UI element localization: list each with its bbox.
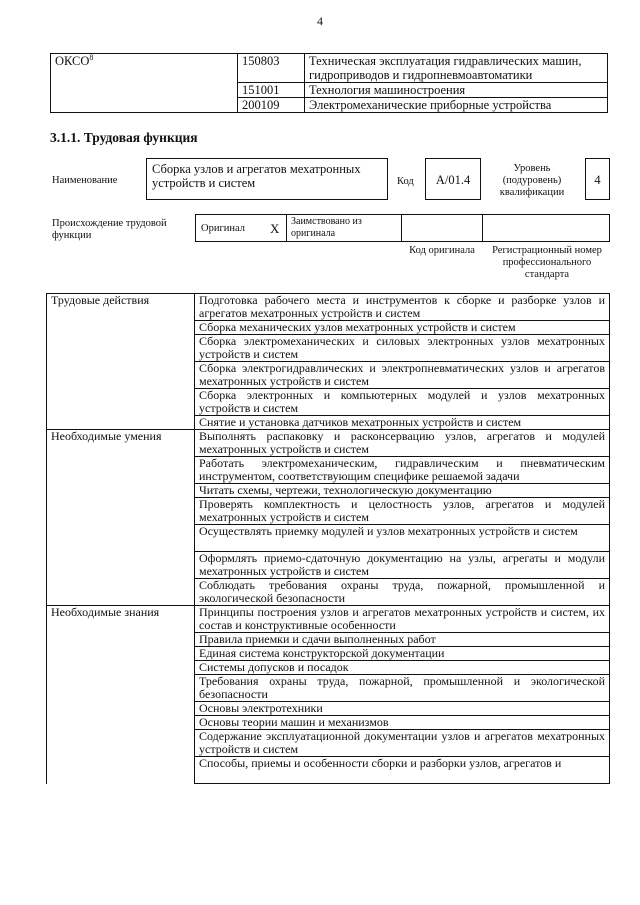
- group-header-cell: [47, 525, 195, 552]
- group-item: Снятие и установка датчиков мехатронных устройств и систем: [195, 416, 610, 430]
- group-item: Сборка электрогидравлических и электропневматических узлов и агрегатов мехатронных устройств и систем: [195, 362, 610, 389]
- group-item: Содержание эксплуатационной документации узлов и агрегатов мехатронных устройств и систем: [195, 730, 610, 757]
- page-number: 4: [317, 14, 323, 28]
- okso-name: Электромеханические приборные устройства: [305, 98, 608, 113]
- code-value: A/01.4: [435, 173, 471, 187]
- group-item: Проверять комплектность и целостность узлов, агрегатов и модулей мехатронных устройств и систем: [195, 498, 610, 525]
- group-header: Необходимые знания: [51, 605, 160, 619]
- group-header-cell: [47, 389, 195, 416]
- group-item: Сборка механических узлов мехатронных устройств и систем: [195, 321, 610, 335]
- table-row: [47, 702, 610, 716]
- group-item: Принципы построения узлов и агрегатов мехатронных устройств и систем, их состав и конструктивные особенности: [195, 606, 610, 633]
- group-header-cell: [47, 552, 195, 579]
- group-item: Выполнять распаковку и расконсервацию узлов, агрегатов и модулей мехатронных устройств и систем: [195, 430, 610, 457]
- table-row: [47, 675, 610, 702]
- table-row: [47, 757, 610, 784]
- level-label: Уровень (подуровень) квалификации: [499, 163, 565, 198]
- okso-name: Технология машиностроения: [305, 83, 608, 98]
- group-item: Системы допусков и посадок: [195, 661, 610, 675]
- original-box: [195, 214, 287, 242]
- table-row: [47, 633, 610, 647]
- borrowed-label: Заимствовано из оригинала: [291, 216, 362, 239]
- group-header-cell: [47, 730, 195, 757]
- group-header-cell: [47, 294, 195, 321]
- group-header-cell: [47, 661, 195, 675]
- group-item: Подготовка рабочего места и инструментов к сборке и разборке узлов и агрегатов мехатронных устройств и систем: [195, 294, 610, 321]
- table-row: [47, 321, 610, 335]
- okso-row: [51, 54, 608, 83]
- group-header-cell: [47, 498, 195, 525]
- group-item: Сборка электронных и компьютерных модулей и узлов мехатронных устройств и систем: [195, 389, 610, 416]
- table-row: [47, 294, 610, 321]
- group-item: Сборка электромеханических и силовых электронных узлов мехатронных устройств и систем: [195, 335, 610, 362]
- section-title: 3.1.1. Трудовая функция: [50, 130, 198, 145]
- origin-label: Происхождение трудовой функции: [52, 218, 167, 241]
- group-header-cell: [47, 430, 195, 457]
- group-header-cell: [47, 647, 195, 661]
- borrowed-box: [286, 214, 402, 242]
- reg-number-box: [482, 214, 610, 242]
- group-item: Способы, приемы и особенности сборки и разборки узлов, агрегатов и: [195, 757, 610, 784]
- okso-footnote: 8: [89, 52, 94, 62]
- okso-name: Техническая эксплуатация гидравлических машин, гидроприводов и гидропневмоавтоматики: [305, 54, 608, 83]
- okso-code: 200109: [238, 98, 305, 113]
- group-header-cell: [47, 362, 195, 389]
- table-row: [47, 716, 610, 730]
- table-row: [47, 606, 610, 633]
- function-name-box: [146, 158, 388, 200]
- group-header-cell: [47, 416, 195, 430]
- group-header-cell: [47, 579, 195, 606]
- table-row: [47, 498, 610, 525]
- group-header-cell: [47, 321, 195, 335]
- group-item: Оформлять приемо-сдаточную документацию на узлы, агрегаты и модули мехатронных устройств и систем: [195, 552, 610, 579]
- group-item: Соблюдать требования охраны труда, пожарной, промышленной и экологической безопасности: [195, 579, 610, 606]
- code-label: Код: [397, 176, 414, 187]
- group-header-cell: [47, 484, 195, 498]
- table-row: [47, 389, 610, 416]
- name-label: Наименование: [52, 175, 118, 186]
- original-mark: X: [270, 221, 280, 236]
- group-item: Основы электротехники: [195, 702, 610, 716]
- okso-label-cell: [51, 54, 238, 113]
- code-box: [425, 158, 481, 200]
- group-header-cell: [47, 716, 195, 730]
- table-row: [47, 730, 610, 757]
- table-row: [47, 552, 610, 579]
- level-value: 4: [594, 173, 601, 187]
- group-item: Требования охраны труда, пожарной, промышленной и экологической безопасности: [195, 675, 610, 702]
- reg-number-caption: Регистрационный номер профессионального стандарта: [492, 245, 602, 280]
- table-row: [47, 661, 610, 675]
- table-row: [47, 484, 610, 498]
- function-name-value: Сборка узлов и агрегатов мехатронных устройств и систем: [152, 162, 361, 190]
- okso-table: [50, 53, 608, 113]
- group-item: Работать электромеханическим, гидравлическим и пневматическим инструментом, соответствующим специфике решаемой задачи: [195, 457, 610, 484]
- function-details-table: [46, 293, 610, 784]
- group-item: Основы теории машин и механизмов: [195, 716, 610, 730]
- group-header-cell: [47, 335, 195, 362]
- group-header-cell: [47, 633, 195, 647]
- group-item: Осуществлять приемку модулей и узлов мехатронных устройств и систем: [195, 525, 610, 552]
- group-header-cell: [47, 675, 195, 702]
- table-row: [47, 579, 610, 606]
- table-row: [47, 525, 610, 552]
- group-header: Необходимые умения: [51, 429, 162, 443]
- table-row: [47, 457, 610, 484]
- table-row: [47, 335, 610, 362]
- original-label: Оригинал: [201, 223, 245, 234]
- table-row: [47, 416, 610, 430]
- table-row: [47, 647, 610, 661]
- code-original-box: [401, 214, 483, 242]
- okso-code: 151001: [238, 83, 305, 98]
- code-original-caption: Код оригинала: [409, 245, 475, 256]
- group-header-cell: [47, 457, 195, 484]
- group-header-cell: [47, 702, 195, 716]
- level-box: [585, 158, 610, 200]
- table-row: [47, 362, 610, 389]
- group-header: Трудовые действия: [51, 293, 150, 307]
- group-header-cell: [47, 757, 195, 784]
- group-item: Правила приемки и сдачи выполненных работ: [195, 633, 610, 647]
- group-item: Читать схемы, чертежи, технологическую документацию: [195, 484, 610, 498]
- group-item: Единая система конструкторской документации: [195, 647, 610, 661]
- group-header-cell: [47, 606, 195, 633]
- okso-code: 150803: [238, 54, 305, 83]
- table-row: [47, 430, 610, 457]
- okso-label: ОКСО: [55, 54, 90, 68]
